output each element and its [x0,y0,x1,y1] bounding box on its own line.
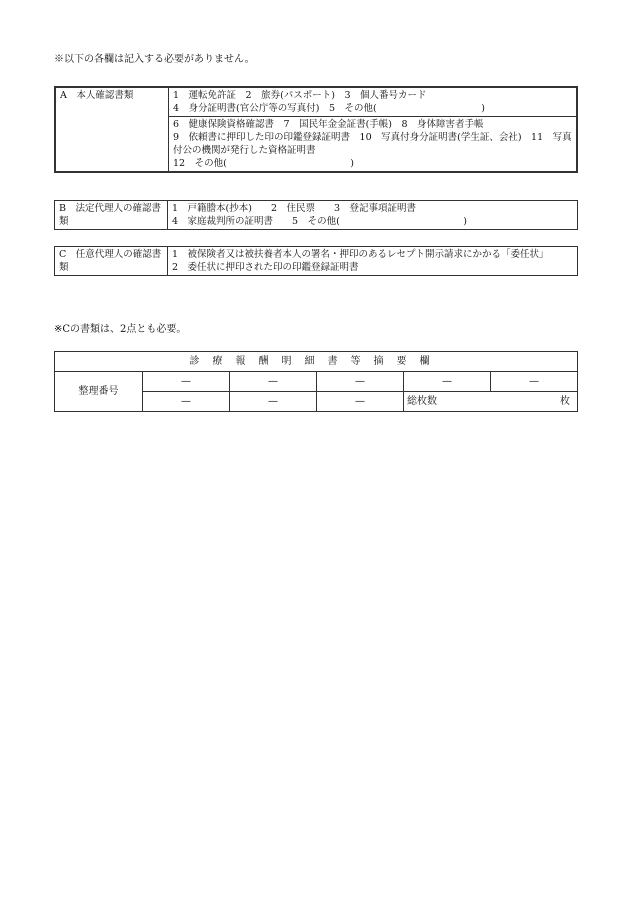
section-c-content [168,247,578,276]
reference-number-cell[interactable]: — [230,372,317,392]
section-a-line: 9 依頼書に押印した印の印鑑登録証明書 10 写真付身分証明書(学生証、会社) 11 写真付公の機関が発行した資格証明書 [173,132,572,156]
summary-table [54,351,578,412]
section-a-label: A 本人確認書類 [55,87,169,172]
section-b-line: 1 戸籍謄本(抄本) 2 住民票 3 登記事項証明書 [172,203,417,214]
section-c-label: C 任意代理人の確認書類 [55,247,168,276]
notice-no-entry: ※以下の各欄は記入する必要がありません。 [54,54,255,65]
section-a-line: 4 身分証明書(官公庁等の写真付) 5 その他( ) [173,103,485,114]
reference-number-label: 整理番号 [55,372,143,412]
total-pages-label: 総枚数 [407,396,437,407]
section-b-content [168,201,578,230]
section-c-line: 1 被保険者又は被扶養者本人の署名・押印のあるレセプト開示請求にかかる「委任状」 [172,249,549,260]
section-c-line: 2 委任状に押印された印の印鑑登録証明書 [172,262,359,273]
section-b-label: B 法定代理人の確認書類 [55,201,168,230]
c-documents-note: ※Cの書類は、2点とも必要。 [54,324,187,335]
section-a-group2 [169,117,578,173]
reference-number-cell[interactable]: — [230,392,317,412]
summary-title: 診療報酬明細書等摘要欄 [55,352,578,372]
reference-number-cell[interactable]: — [491,372,578,392]
reference-number-cell[interactable]: — [317,372,404,392]
total-pages-unit: 枚 [560,396,570,407]
section-a-line: 1 運転免許証 2 旅券(パスポート) 3 個人番号カード [173,90,427,101]
section-b-line: 4 家庭裁判所の証明書 5 その他( ) [172,216,468,227]
section-a-line: 6 健康保険資格確認書 7 国民年金金証書(手帳) 8 身体障害者手帳 [173,119,484,130]
reference-number-cell[interactable]: — [317,392,404,412]
reference-number-cell[interactable]: — [143,392,230,412]
identity-documents-table [54,86,578,173]
section-a-group1 [169,87,578,117]
legal-representative-table [54,200,578,230]
reference-number-cell[interactable]: — [404,372,491,392]
total-pages-cell[interactable] [404,392,578,412]
reference-number-cell[interactable]: — [143,372,230,392]
section-a-line: 12 その他( ) [173,158,355,169]
voluntary-agent-table [54,246,578,276]
